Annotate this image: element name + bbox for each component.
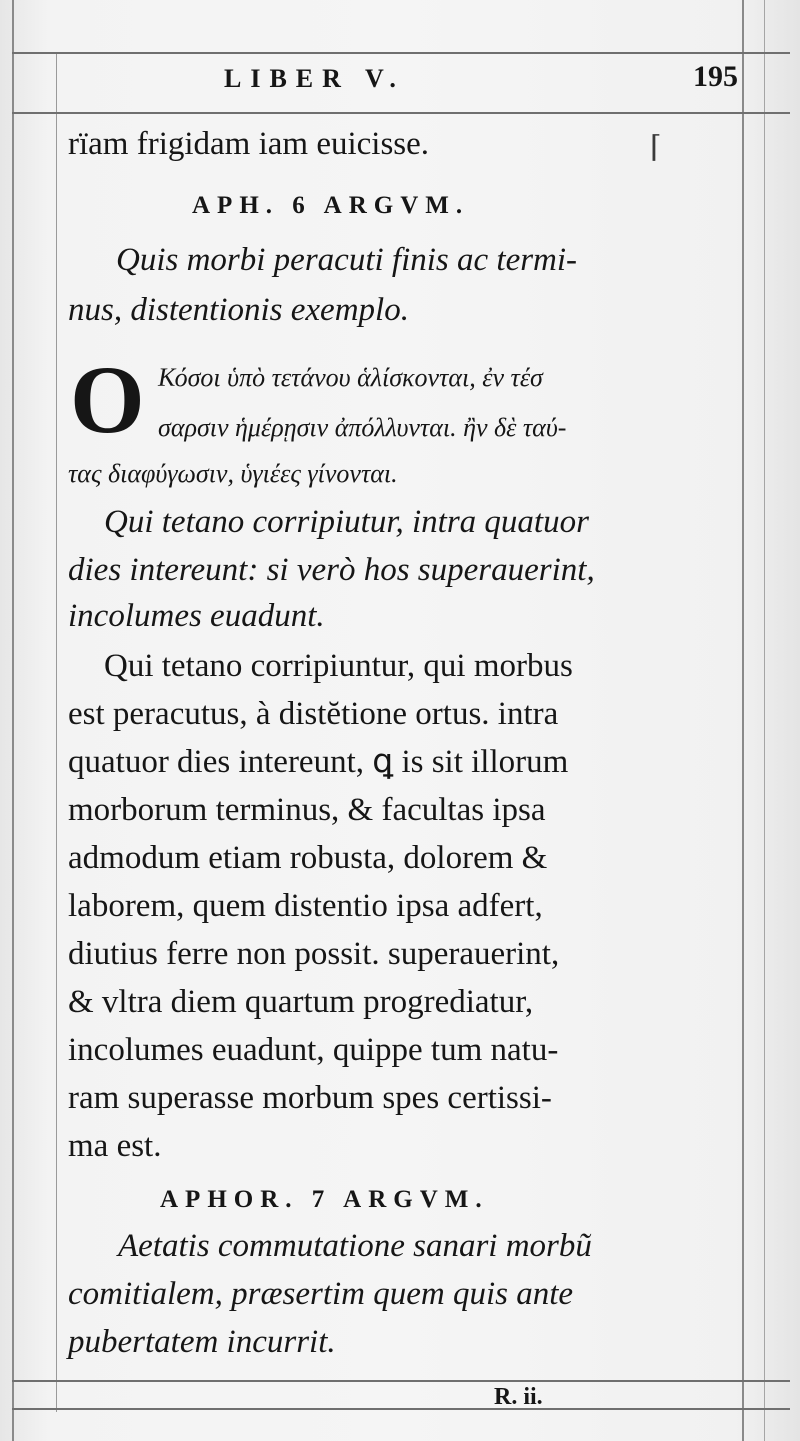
inner-margin-rule	[56, 52, 57, 1412]
commentary-line: ma est.	[68, 1128, 162, 1164]
drop-capital: O	[70, 346, 145, 453]
greek-line: σαρσιν ἡμέρῃσιν ἀπόλλυνται. ἢν δὲ ταύ-	[158, 413, 567, 442]
greek-line: τας διαφύγωσιν, ὑγιέες γίνονται.	[68, 459, 398, 488]
running-head: LIBER V.	[224, 64, 405, 93]
page-number: 195	[693, 60, 738, 93]
argument-line: Aetatis commutatione sanari morbũ	[118, 1228, 592, 1264]
argument-line: nus, distentionis exemplo.	[68, 292, 409, 328]
signature-mark: R. ii.	[494, 1384, 543, 1410]
commentary-line: laborem, quem distentio ipsa adfert,	[68, 888, 543, 924]
translation-line: incolumes euadunt.	[68, 598, 325, 634]
commentary-line: est peracutus, à distĕtione ortus. intra	[68, 696, 559, 732]
argument-line: Quis morbi peracuti finis ac termi-	[116, 242, 578, 278]
commentary-line: morborum terminus, & facultas ipsa	[68, 792, 546, 828]
header-rule	[12, 112, 790, 114]
commentary-line: incolumes euadunt, quippe tum natu-	[68, 1032, 559, 1068]
translation-line: dies intereunt: si verò hos superauerint,	[68, 552, 595, 588]
section-heading: APH. 6 ARGVM.	[192, 192, 470, 219]
greek-line: Κόσοι ὑπὸ τετάνου ἁλίσκονται, ἐν τέσ	[158, 363, 543, 392]
bracket-mark-icon: ⌈	[650, 131, 662, 164]
commentary-line: & vltra diem quartum progrediatur,	[68, 984, 534, 1020]
argument-line: comitialem, præsertim quem quis ante	[68, 1276, 574, 1312]
top-rule	[12, 52, 790, 54]
translation-line: Qui tetano corripiutur, intra quatuor	[104, 504, 589, 540]
argument-line: pubertatem incurrit.	[68, 1324, 336, 1360]
text-line: rïam frigidam iam euicisse.	[68, 126, 430, 162]
commentary-line: admodum etiam robusta, dolorem &	[68, 840, 548, 876]
section-heading: APHOR. 7 ARGVM.	[160, 1186, 489, 1213]
page-edge-left	[12, 0, 14, 1441]
page-edge-right	[742, 0, 744, 1441]
bottom-rule	[12, 1380, 790, 1382]
page-header	[60, 60, 740, 104]
commentary-line: Qui tetano corripiuntur, qui morbus	[104, 648, 573, 684]
commentary-line: diutius ferre non possit. superauerint,	[68, 936, 560, 972]
commentary-line: ram superasse morbum spes certissi-	[68, 1080, 552, 1116]
commentary-line: quatuor dies intereunt, ꝗ is sit illorum	[68, 744, 569, 780]
footer-rule	[12, 1408, 790, 1410]
outer-margin-rule	[764, 0, 765, 1441]
